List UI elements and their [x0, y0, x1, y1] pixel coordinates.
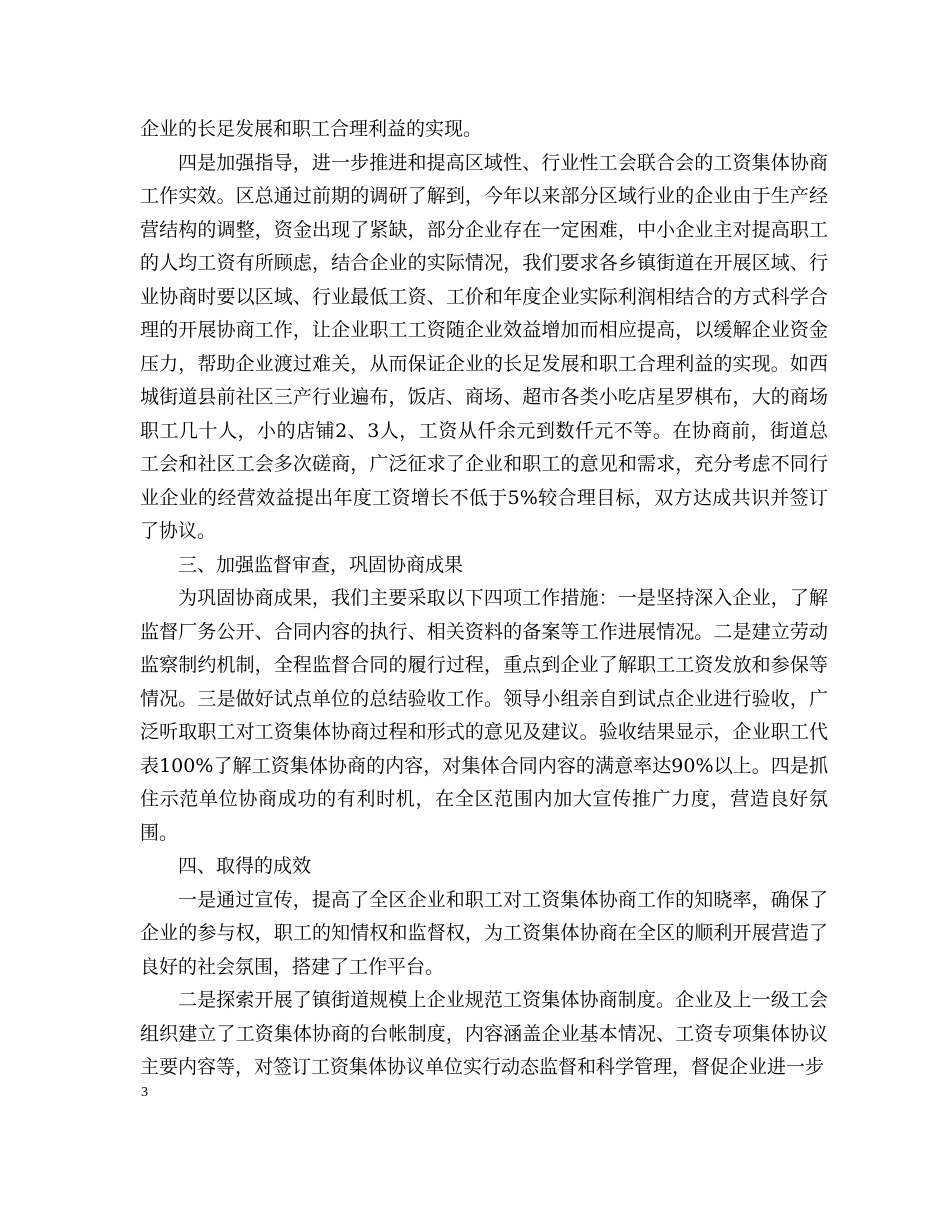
body-paragraph-measures: 为巩固协商成果，我们主要采取以下四项工作措施：一是坚持深入企业，了解监督厂务公开、合同内容的执行、相关资料的备案等工作进展情况。二是建立劳动监察制约机制，全程监督合同的履行过程，重点到企业了解职工工资发放和参保等情况。三是做好试点单位的总结验收工作。领导小组亲自到试点企业进行验收，广泛听取职工对工资集体协商过程和形式的意见及建议。验收结果显示，企业职工代表100%了解工资集体协商的内容，对集体合同内容的满意率达90%以上。四是抓住示范单位协商成功的有利时机，在全区范围内加大宣传推广力度，营造良好氛围。 — [140, 587, 828, 844]
body-paragraph-guidance: 四是加强指导，进一步推进和提高区域性、行业性工会联合会的工资集体协商工作实效。区总通过前期的调研了解到，今年以来部分区域行业的企业由于生产经营结构的调整，资金出现了紧缺，部分企业存在一定困难，中小企业主对提高职工的人均工资有所顾虑，结合企业的实际情况，我们要求各乡镇街道在开展区域、行业协商时要以区域、行业最低工资、工价和年度企业实际利润相结合的方式科学合理的开展协商工作，让企业职工工资随企业效益增加而相应提高，以缓解企业资金压力，帮助企业渡过难关，从而保证企业的长足发展和职工合理利益的实现。如西城街道县前社区三产行业遍布，饭店、商场、超市各类小吃店星罗棋布，大的商场职工几十人，小的店铺2、3人，工资从仟余元到数仟元不等。在协商前，街道总工会和社区工会多次磋商，广泛征求了企业和职工的意见和需求，充分考虑不同行业企业的经营效益提出年度工资增长不低于5%较合理目标，双方达成共识并签订了协议。 — [140, 151, 828, 542]
page-number: 3 — [141, 1085, 148, 1100]
section-heading-supervision: 三、加强监督审查，巩固协商成果 — [178, 553, 464, 576]
body-paragraph-result-1: 一是通过宣传，提高了全区企业和职工对工资集体协商工作的知晓率，确保了企业的参与权，职工的知情权和监督权，为工资集体协商在全区的顺利开展营造了良好的社会氛围，搭建了工作平台。 — [140, 888, 828, 978]
section-heading-results: 四、取得的成效 — [178, 855, 312, 877]
document-body — [140, 113, 828, 1085]
continuation-paragraph: 企业的长足发展和职工合理利益的实现。 — [140, 118, 483, 140]
body-paragraph-result-2: 二是探索开展了镇街道规模上企业规范工资集体协商制度。企业及上一级工会组织建立了工资集体协商的台帐制度，内容涵盖企业基本情况、工资专项集体协议主要内容等，对签订工资集体协议单位实行动态监督和科学管理，督促企业进一步 — [140, 989, 828, 1078]
